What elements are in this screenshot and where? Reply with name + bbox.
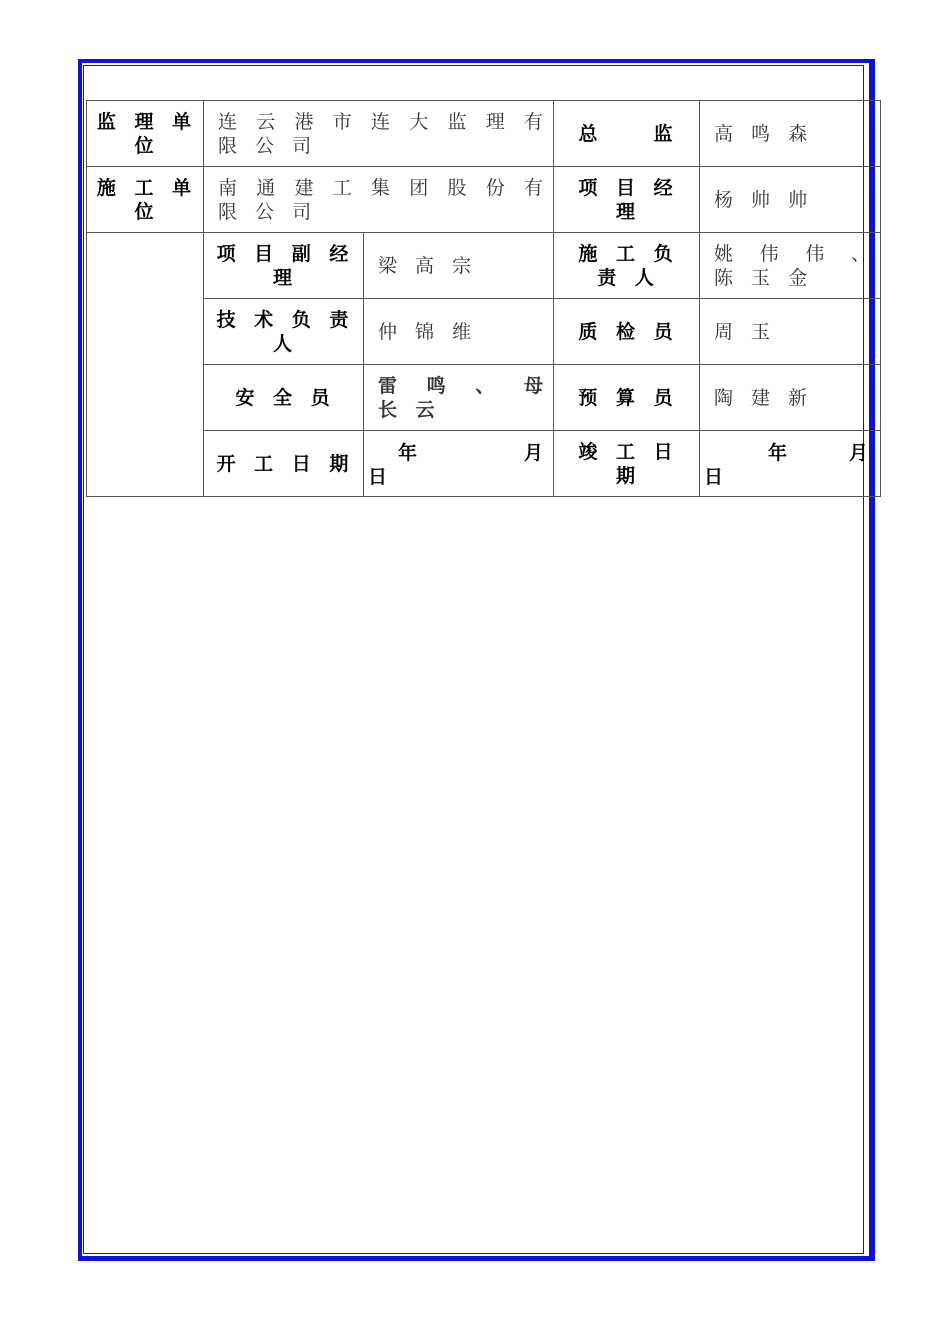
table-row: [87, 101, 881, 167]
technical-lead-value: 仲 锦 维: [364, 299, 554, 365]
completion-date-month: 月: [848, 442, 868, 464]
project-info-table: [86, 100, 881, 497]
safety-officer-value: 雷 鸣 、 母 长 云: [364, 365, 554, 431]
completion-date-label: 竣 工 日 期: [554, 431, 700, 497]
table-row: [87, 167, 881, 233]
table-row: [87, 299, 881, 365]
start-date-year: 年: [398, 442, 418, 464]
quality-inspector-value: 周 玉: [700, 299, 881, 365]
construction-unit-value: 南 通 建 工 集 团 股 份 有 限 公 司: [204, 167, 554, 233]
table-row: [87, 233, 881, 299]
construction-unit-label: 施 工 单 位: [87, 167, 204, 233]
chief-supervisor-label: 总 监: [554, 101, 700, 167]
start-date-value: [364, 431, 554, 497]
project-manager-label: 项 目 经 理: [554, 167, 700, 233]
supervision-unit-label: 监 理 单 位: [87, 101, 204, 167]
deputy-manager-label: 项 目 副 经 理: [204, 233, 364, 299]
completion-date-year: 年: [768, 442, 788, 464]
table-row: [87, 431, 881, 497]
blank-merged-cell: [87, 233, 204, 497]
start-date-day: 日: [368, 466, 388, 488]
construction-lead-label: 施 工 负 责 人: [554, 233, 700, 299]
project-manager-value: 杨 帅 帅: [700, 167, 881, 233]
start-date-label: 开 工 日 期: [204, 431, 364, 497]
quality-inspector-label: 质 检 员: [554, 299, 700, 365]
completion-date-value: [700, 431, 881, 497]
budget-officer-value: 陶 建 新: [700, 365, 881, 431]
supervision-unit-value: 连 云 港 市 连 大 监 理 有 限 公 司: [204, 101, 554, 167]
completion-date-day: 日: [704, 466, 724, 488]
table-row: [87, 365, 881, 431]
start-date-month: 月: [523, 442, 543, 464]
deputy-manager-value: 梁 高 宗: [364, 233, 554, 299]
chief-supervisor-value: 高 鸣 森: [700, 101, 881, 167]
construction-lead-value: 姚 伟 伟 、 陈 玉 金: [700, 233, 881, 299]
budget-officer-label: 预 算 员: [554, 365, 700, 431]
technical-lead-label: 技 术 负 责 人: [204, 299, 364, 365]
safety-officer-label: 安 全 员: [204, 365, 364, 431]
